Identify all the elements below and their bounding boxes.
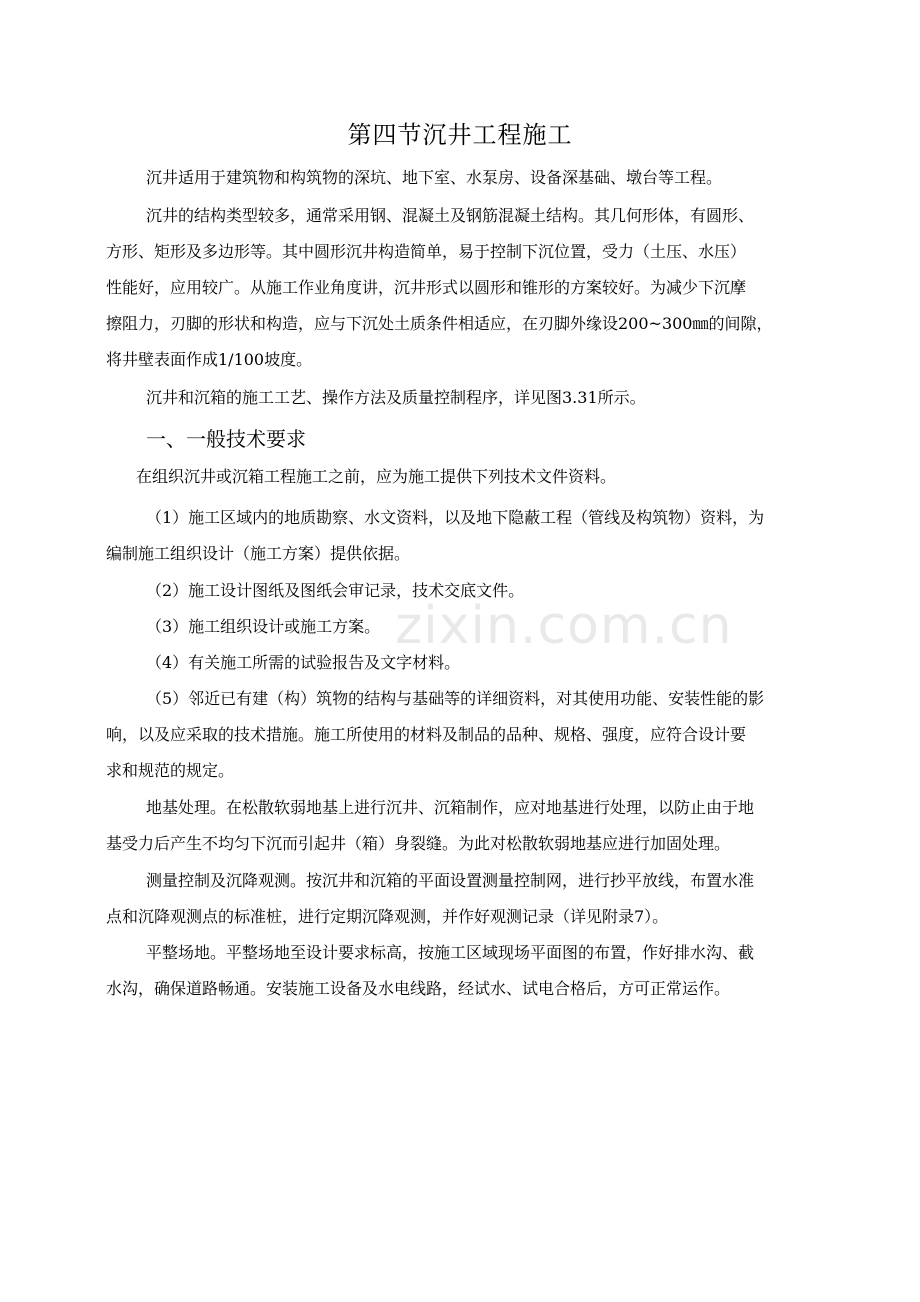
section-title: 第四节沉井工程施工 [347,121,573,149]
intro-paragraph-2-line-1: 沉井的结构类型较多，通常采用钢、混凝土及钢筋混凝土结构。其几何形体，有圆形、 [146,206,755,225]
intro-paragraph-3: 沉井和沉箱的施工工艺、操作方法及质量控制程序，详见图3.31所示。 [146,388,646,407]
requirement-item-4: （4）有关施工所需的试验报告及文字材料。 [146,653,461,672]
foundation-paragraph-line-1: 地基处理。在松散软弱地基上进行沉井、沉箱制作，应对地基进行处理，以防止由于地 [146,798,755,817]
site-paragraph-line-1: 平整场地。平整场地至设计要求标高，按施工区域现场平面图的布置，作好排水沟、截 [146,943,755,962]
requirement-item-2: （2）施工设计图纸及图纸会审记录，技术交底文件。 [146,581,525,600]
intro-paragraph-2-line-3: 性能好，应用较广。从施工作业角度讲，沉井形式以圆形和锥形的方案较好。为减少下沉摩 [106,278,747,297]
intro-paragraph-2-line-5: 将井壁表面作成1/100坡度。 [106,350,313,369]
site-paragraph-line-2: 水沟，确保道路畅通。安装施工设备及水电线路，经试水、试电合格后，方可正常运作。 [106,979,731,998]
requirement-item-5-line-1: （5）邻近已有建（构）筑物的结构与基础等的详细资料，对其使用功能、安装性能的影 [146,689,765,708]
foundation-paragraph-line-2: 基受力后产生不均匀下沉而引起井（箱）身裂缝。为此对松散软弱地基应进行加固处理。 [106,834,731,853]
survey-paragraph-line-2: 点和沉降观测点的标准桩，进行定期沉降观测，并作好观测记录（详见附录7）。 [106,907,669,926]
intro-paragraph-2-line-4: 擦阻力，刃脚的形状和构造，应与下沉处土质条件相适应，在刃脚外缘设200~300㎜的间隙， [106,314,773,333]
requirement-item-1-line-1: （1）施工区域内的地质勘察、水文资料，以及地下隐蔽工程（管线及构筑物）资料，为 [146,508,765,527]
watermark: zixin.com.cn [395,596,733,656]
section-heading: 一、一般技术要求 [146,427,306,451]
requirement-item-3: （3）施工组织设计或施工方案。 [146,617,381,636]
intro-paragraph-1: 沉井适用于建筑物和构筑物的深坑、地下室、水泵房、设备深基础、墩台等工程。 [146,168,723,187]
requirement-item-5-line-2: 响，以及应采取的技术措施。施工所使用的材料及制品的品种、规格、强度，应符合设计要 [106,725,747,744]
intro-paragraph-2-line-2: 方形、矩形及多边形等。其中圆形沉井构造简单，易于控制下沉位置，受力（土压、水压） [106,242,747,261]
requirement-item-1-line-2: 编制施工组织设计（施工方案）提供依据。 [106,544,411,563]
requirements-lead: 在组织沉井或沉箱工程施工之前，应为施工提供下列技术文件资料。 [136,467,617,486]
requirement-item-5-line-3: 求和规范的规定。 [106,761,235,780]
survey-paragraph-line-1: 测量控制及沉降观测。按沉井和沉箱的平面设置测量控制网，进行抄平放线，布置水准 [146,871,755,890]
